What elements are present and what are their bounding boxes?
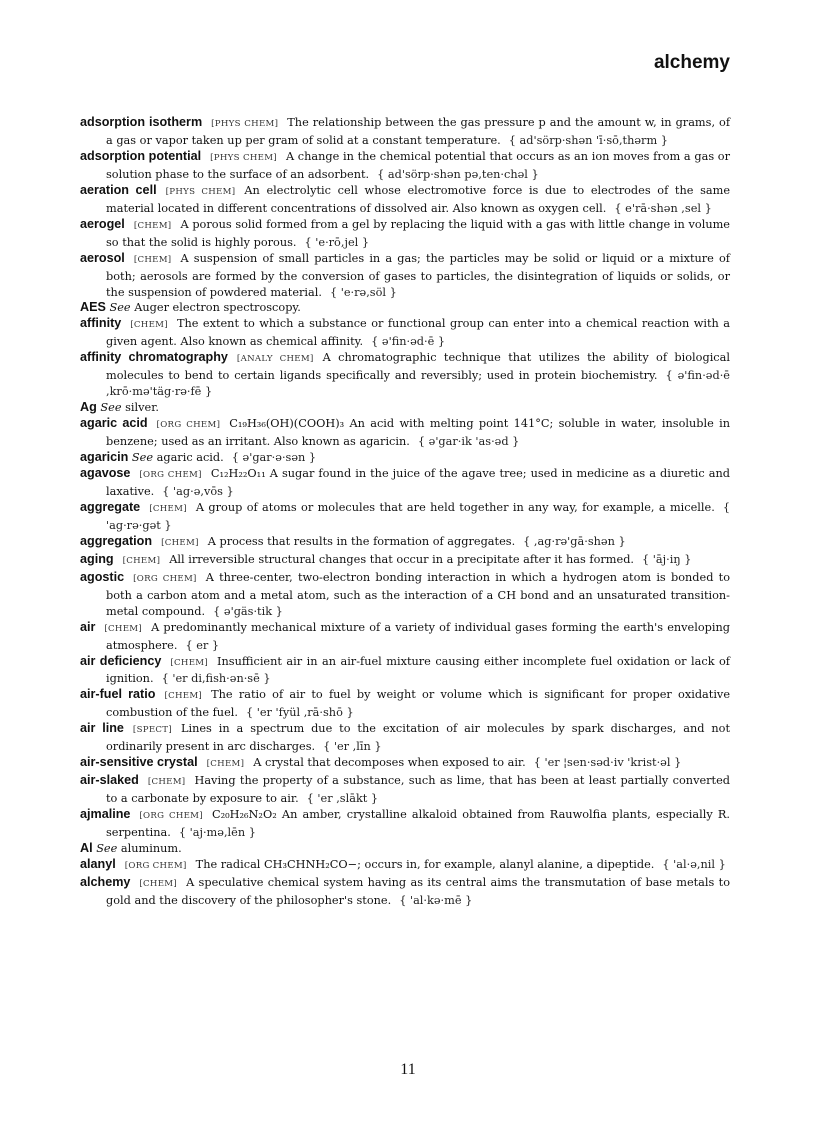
entry-headword: alanyl (80, 856, 116, 871)
see-reference: See (131, 451, 154, 465)
pronunciation: { ad'sörp·shən 'ī·sō,thərm } (508, 133, 668, 147)
pronunciation: { 'aj·mə,lēn } (178, 826, 256, 840)
entry-headword: aggregation (80, 533, 153, 548)
subject-label: [SPECT] (132, 725, 172, 736)
subject-label: [ORG CHEM] (139, 811, 203, 822)
dictionary-entry (80, 316, 730, 350)
pronunciation: { 'al·ə,nil } (662, 857, 726, 871)
entry-definition: A group of atoms or molecules that are held together in any way, for example, a micelle. (195, 500, 715, 514)
entry-headword: air-sensitive crystal (80, 755, 198, 770)
subject-label: [CHEM] (206, 759, 245, 770)
subject-label: [PHYS CHEM] (211, 119, 279, 129)
subject-label: [PHYS CHEM] (210, 152, 277, 163)
entry-headword: aerosol (80, 250, 125, 265)
entry-headword: air line (80, 721, 124, 736)
entry-headword: aerogel (80, 216, 125, 231)
entry-headword: alchemy (80, 874, 131, 889)
entry-definition: All irreversible structural changes that occur in a precipitate after it has formed. (169, 552, 635, 566)
pronunciation: { 'er ,līn } (323, 740, 382, 754)
dictionary-entry (80, 552, 730, 570)
dictionary-entry (80, 450, 730, 466)
dictionary-entry (80, 400, 730, 416)
dictionary-entry (80, 149, 730, 183)
running-head: alchemy (653, 52, 730, 73)
entry-headword: affinity (80, 316, 122, 331)
entry-definition: A suspension of small particles in a gas; the particles may be solid or liquid or a mixture of both; aerosols are formed by the conversion of gases to particles, the disintegration of liquids or solids, or the suspension of powdered material. (106, 251, 730, 299)
entry-definition: A three-center, two-electron bonding interaction in which a hydrogen atom is bonded to both a carbon atom and a metal atom, such as the interaction of a CH bond and an unsaturated transition-metal compound. (106, 570, 730, 618)
see-reference: See (100, 401, 122, 415)
subject-label: [ORG CHEM] (124, 860, 187, 871)
entry-definition: Insufficient air in an air-fuel mixture causing either incomplete fuel oxidation or lack of ignition. (106, 654, 730, 686)
entry-list (80, 115, 730, 909)
entry-definition: Auger electron spectroscopy. (134, 301, 301, 315)
entry-definition: The relationship between the gas pressure p and the amount w, in grams, of a gas or vapor taken up per gram of solid at a constant temperature. (106, 116, 731, 147)
entry-headword: agostic (80, 569, 125, 584)
subject-label: [CHEM] (133, 254, 172, 265)
pronunciation: { 'er ¦sen·səd·iv 'krist·əl } (533, 756, 682, 770)
entry-headword: aggregate (80, 499, 141, 514)
subject-label: [CHEM] (147, 777, 186, 788)
subject-label: [CHEM] (149, 503, 187, 514)
pronunciation: { 'er ,slākt } (306, 792, 379, 806)
subject-label: [CHEM] (164, 691, 203, 702)
entry-headword: air (80, 619, 96, 634)
dictionary-entry (80, 534, 730, 552)
dictionary-entry (80, 620, 730, 654)
dictionary-entry (80, 115, 730, 149)
subject-label: [CHEM] (139, 878, 178, 889)
dictionary-entry (80, 251, 730, 301)
entry-definition: A change in the chemical potential that occurs as an ion moves from a gas or solution phase to the surface of an adsorbent. (106, 149, 730, 181)
entry-headword: air-fuel ratio (80, 687, 156, 702)
pronunciation: { ə'gar·ə·sən } (231, 451, 317, 465)
entry-headword: air deficiency (80, 653, 162, 668)
entry-headword: air-slaked (80, 773, 139, 788)
entry-headword: aging (80, 551, 114, 566)
dictionary-entry (80, 466, 730, 500)
entry-definition: Having the property of a substance, such as lime, that has been at least partially converted to a carbonate by exposure to air. (106, 774, 730, 806)
dictionary-entry (80, 570, 730, 620)
dictionary-entry (80, 654, 730, 688)
entry-headword: aeration cell (80, 182, 157, 197)
entry-definition: C₂₀H₂₆N₂O₂ An amber, crystalline alkaloid obtained from Rauwolfia plants, especially R. serpentina. (106, 808, 730, 840)
pronunciation: { 'er di,fish·ən·sē } (161, 672, 271, 686)
entry-definition: A process that results in the formation of aggregates. (207, 534, 516, 548)
entry-headword: ajmaline (80, 807, 131, 822)
pronunciation: { er } (185, 638, 220, 652)
pronunciation: { ə'gäs·tik } (213, 604, 283, 618)
pronunciation: { ə'gar·ik 'as·əd } (417, 435, 520, 449)
entry-definition: A crystal that decomposes when exposed to air. (253, 756, 526, 770)
pronunciation: { 'ag·rə·gət } (106, 500, 730, 532)
subject-label: [CHEM] (104, 623, 143, 634)
dictionary-entry (80, 857, 730, 875)
entry-definition: aluminum. (120, 841, 182, 855)
pronunciation: { ə'fin·əd·ē } (371, 335, 446, 349)
entry-definition: agaric acid. (156, 451, 224, 465)
pronunciation: { ,ag·rə'gā·shən } (523, 534, 626, 548)
pronunciation: { 'er 'fyül ,rā·shō } (245, 706, 354, 720)
entry-headword: affinity chromatography (80, 350, 228, 365)
pronunciation: { 'e·rə,söl } (329, 285, 397, 299)
dictionary-entry (80, 773, 730, 807)
entry-headword: adsorption potential (80, 148, 202, 163)
dictionary-entry (80, 183, 730, 217)
dictionary-entry (80, 416, 730, 450)
subject-label: [ORG CHEM] (156, 420, 221, 431)
see-reference: See (109, 301, 131, 315)
dictionary-entry (80, 500, 730, 534)
entry-headword: Al (80, 840, 93, 855)
subject-label: [CHEM] (130, 320, 168, 331)
entry-definition: The extent to which a substance or functional group can enter into a chemical reaction with a given agent. Also known as chemical affinity. (106, 317, 730, 349)
entry-headword: agaricin (80, 450, 129, 465)
entry-headword: adsorption isotherm (80, 115, 203, 129)
subject-label: [CHEM] (161, 537, 199, 548)
see-reference: See (96, 841, 118, 855)
entry-definition: C₁₉H₃₆(OH)(COOH)₃ An acid with melting point 141°C; soluble in water, insoluble in benzene; used as an irritant. Also known as agaricin. (106, 417, 730, 449)
entry-definition: The ratio of air to fuel by weight or volume which is significant for proper oxidative combustion of the fuel. (106, 688, 731, 720)
entry-definition: A chromatographic technique that utilizes the ability of biological molecules to bend to certain ligands specifically and reversibly; used in protein biochemistry. (106, 351, 730, 383)
entry-definition: C₁₂H₂₂O₁₁ A sugar found in the juice of the agave tree; used in medicine as a diuretic and laxative. (106, 467, 730, 498)
entry-definition: silver. (125, 401, 159, 415)
pronunciation: { 'e·rō,jel } (304, 235, 370, 249)
subject-label: [CHEM] (122, 555, 161, 566)
entry-definition: A predominantly mechanical mixture of a variety of individual gases forming the earth's enveloping atmosphere. (106, 620, 730, 652)
dictionary-entry (80, 875, 730, 909)
page-number: 11 (400, 1061, 416, 1078)
entry-definition: An electrolytic cell whose electromotive force is due to electrodes of the same material located in different concentrations of dissolved air. Also known as oxygen cell. (106, 183, 731, 215)
entry-headword: agaric acid (80, 416, 148, 431)
entry-definition: The radical CH₃CHNH₂CO−; occurs in, for example, alanyl alanine, a dipeptide. (195, 857, 655, 871)
pronunciation: { 'āj·iŋ } (642, 552, 692, 566)
entry-definition: Lines in a spectrum due to the excitation of air molecules by spark discharges, and not ordinarily present in arc discharges. (106, 722, 730, 754)
dictionary-entry (80, 841, 730, 857)
dictionary-entry (80, 721, 730, 755)
dictionary-entry (80, 807, 730, 841)
pronunciation: { 'ag·ə,vōs } (162, 484, 234, 498)
subject-label: [PHYS CHEM] (165, 186, 236, 197)
dictionary-entry (80, 687, 730, 721)
entry-headword: AES (80, 300, 106, 315)
subject-label: [CHEM] (133, 220, 172, 231)
subject-label: [ORG CHEM] (133, 573, 197, 584)
entry-definition: A speculative chemical system having as its central aims the transmutation of base metals to gold and the discovery of the philosopher's stone. (106, 875, 730, 907)
dictionary-entry (80, 350, 730, 400)
dictionary-entry (80, 217, 730, 251)
dictionary-entry (80, 755, 730, 773)
pronunciation: { e'rā·shən ,sel } (614, 201, 712, 215)
entry-definition: A porous solid formed from a gel by replacing the liquid with a gas with little change in volume so that the solid is highly porous. (106, 217, 730, 249)
pronunciation: { ə'fin·əd·ē ,krō·mə'täg·rə·fē } (106, 369, 730, 399)
pronunciation: { 'al·kə·mē } (399, 893, 473, 907)
subject-label: [ORG CHEM] (139, 470, 202, 481)
dictionary-entry (80, 300, 730, 316)
subject-label: [ANALY CHEM] (236, 354, 314, 365)
entry-headword: agavose (80, 466, 131, 481)
pronunciation: { ad'sörp·shən pə,ten·chəl } (377, 167, 539, 181)
entry-headword: Ag (80, 400, 97, 415)
subject-label: [CHEM] (170, 657, 209, 668)
